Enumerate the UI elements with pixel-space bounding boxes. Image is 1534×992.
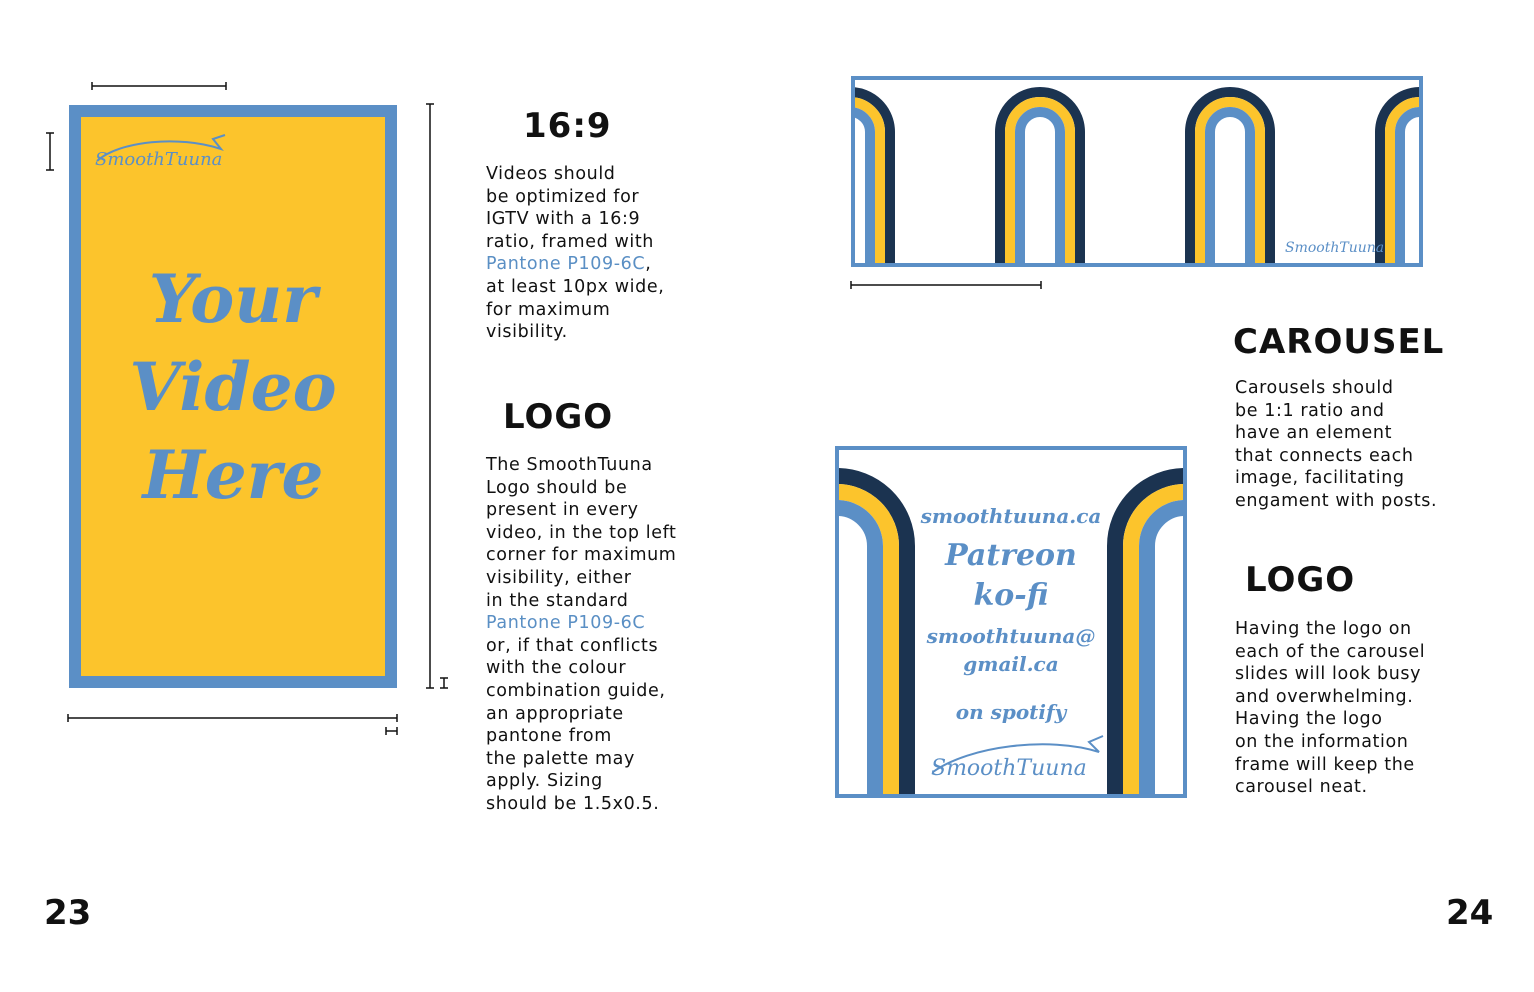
info-email-2: gmail.ca: [963, 652, 1059, 676]
line-text: be 1:1 ratio and: [1235, 400, 1385, 421]
text-line: [486, 208, 746, 231]
text-line: [486, 276, 746, 299]
text-line: [1235, 490, 1515, 513]
text-carousel: [1235, 377, 1515, 513]
placeholder-line-2: Video: [129, 348, 337, 426]
text-line: [486, 186, 746, 209]
line-punctuation: ,: [645, 254, 652, 275]
line-text: Having the logo on: [1235, 619, 1412, 639]
line-text: video, in the top left: [486, 522, 677, 543]
text-line: [1235, 467, 1515, 490]
line-text: apply. Sizing: [486, 771, 603, 792]
info-card: [835, 446, 1187, 798]
mockup-logo-text: SmoothTuuna: [95, 149, 223, 170]
arch-blue: [1020, 112, 1060, 267]
heading-carousel: CAROUSEL: [1233, 322, 1445, 362]
line-text: combination guide,: [486, 680, 666, 701]
line-text: with the colour: [486, 658, 627, 679]
text-line: [486, 163, 746, 186]
info-logo-text: SmoothTuuna: [931, 756, 1087, 781]
text-logo-right: [1235, 618, 1515, 799]
line-text: the palette may: [486, 748, 635, 769]
line-text: engament with posts.: [1235, 490, 1438, 511]
line-text: Having the logo: [1235, 709, 1383, 730]
text-line: [486, 635, 746, 658]
text-line: [486, 567, 746, 590]
line-text: in the standard: [486, 590, 629, 611]
line-text: and overwhelming.: [1235, 686, 1414, 707]
text-16-9: [486, 163, 746, 344]
page-number-right: 24: [1446, 893, 1494, 933]
line-text: that connects each: [1235, 445, 1414, 466]
line-text: image, facilitating: [1235, 468, 1405, 489]
heading-logo-left: LOGO: [503, 397, 614, 437]
text-line: [486, 522, 746, 545]
text-line: [1235, 686, 1515, 709]
line-text: Videos should: [486, 164, 616, 184]
info-kofi: ko-fi: [973, 578, 1049, 613]
placeholder-line-1: Your: [148, 260, 318, 338]
text-line: [486, 590, 746, 613]
heading-16-9: 16:9: [523, 106, 612, 146]
text-line: [1235, 400, 1515, 423]
line-text: an appropriate: [486, 703, 624, 724]
line-text: pantone from: [486, 726, 612, 747]
line-text: visibility.: [486, 322, 568, 343]
info-spotify: on spotify: [955, 700, 1067, 724]
line-text: ratio, framed with: [486, 231, 654, 252]
info-patreon: Patreon: [945, 538, 1077, 573]
pantone-reference: Pantone P109-6C: [486, 613, 646, 634]
text-line: [1235, 618, 1515, 641]
text-line: [486, 680, 746, 703]
text-line: [486, 703, 746, 726]
text-line: [486, 231, 746, 254]
text-line: [1235, 708, 1515, 731]
text-line: [486, 253, 746, 276]
arch-blue: [1400, 112, 1423, 267]
arch-blue: [851, 112, 870, 267]
video-mockup: [69, 105, 397, 688]
line-text: frame will keep the: [1235, 754, 1415, 775]
text-line: [486, 321, 746, 344]
line-text: The SmoothTuuna: [486, 455, 653, 475]
strip-logo-text: SmoothTuuna: [1285, 240, 1385, 256]
carousel-strip: [851, 76, 1423, 267]
line-text: Logo should be: [486, 477, 628, 498]
page-number-left: 23: [44, 893, 92, 933]
text-line: [486, 793, 746, 816]
line-text: should be 1.5x0.5.: [486, 793, 660, 814]
line-text: for maximum: [486, 299, 611, 320]
pantone-reference: Pantone P109-6C: [486, 254, 646, 275]
text-line: [1235, 754, 1515, 777]
info-email-1: smoothtuuna@: [926, 624, 1096, 648]
arch-yellow: [1390, 102, 1423, 267]
text-line: [1235, 445, 1515, 468]
text-logo-left: [486, 454, 746, 816]
text-line: [1235, 731, 1515, 754]
text-line: [486, 544, 746, 567]
text-line: [1235, 377, 1515, 400]
text-line: [486, 770, 746, 793]
video-placeholder-text: [81, 255, 385, 519]
text-line: [486, 299, 746, 322]
line-text: visibility, either: [486, 567, 632, 588]
text-line: [1235, 641, 1515, 664]
line-text: on the information: [1235, 731, 1409, 752]
text-line: [1235, 663, 1515, 686]
line-text: be optimized for: [486, 186, 640, 207]
text-line: [1235, 422, 1515, 445]
text-line: [486, 725, 746, 748]
line-text: at least 10px wide,: [486, 276, 665, 297]
text-line: [486, 499, 746, 522]
line-text: corner for maximum: [486, 545, 677, 566]
mockup-logo: [89, 131, 229, 175]
placeholder-line-3: Here: [142, 436, 324, 514]
line-text: each of the carousel: [1235, 641, 1426, 662]
text-line: [486, 477, 746, 500]
text-line: [1235, 776, 1515, 799]
text-line: [486, 748, 746, 771]
line-text: IGTV with a 16:9: [486, 209, 641, 230]
line-text: slides will look busy: [1235, 664, 1422, 685]
heading-logo-right: LOGO: [1245, 560, 1356, 600]
line-text: Carousels should: [1235, 378, 1394, 398]
line-text: present in every: [486, 500, 639, 521]
line-text: have an element: [1235, 423, 1393, 444]
text-line: [486, 454, 746, 477]
carousel-strip-arches: [855, 80, 1419, 263]
line-text: or, if that conflicts: [486, 635, 659, 656]
info-website: smoothtuuna.ca: [920, 504, 1102, 528]
text-line: [486, 612, 746, 635]
line-text: carousel neat.: [1235, 777, 1368, 798]
text-line: [486, 657, 746, 680]
arch-blue: [1210, 112, 1250, 267]
